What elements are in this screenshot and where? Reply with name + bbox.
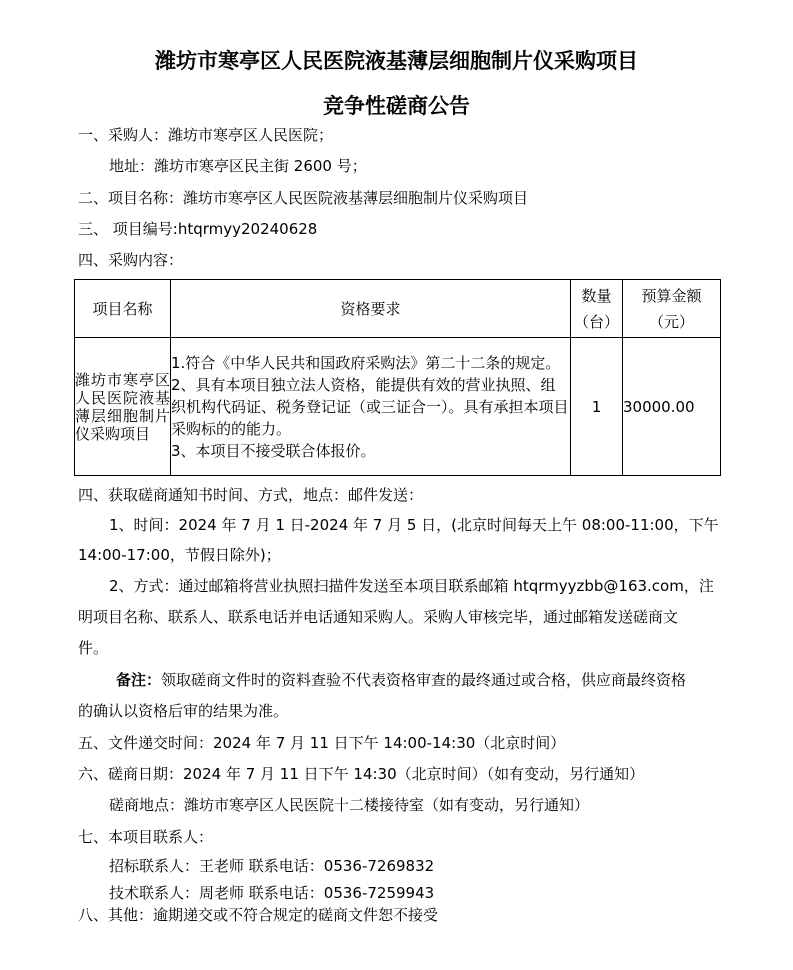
header-budget bbox=[623, 280, 721, 338]
requirement-3: 3、本项目不接受联合体报价。 bbox=[171, 441, 376, 460]
header-quantity-line1: 数量 bbox=[581, 286, 612, 305]
cell-quantity: 1 bbox=[571, 338, 623, 476]
cell-project-name: 潍坊市寒亭区人民医院液基薄层细胞制片仪采购项目 bbox=[75, 338, 171, 476]
consult-place: 磋商地点：潍坊市寒亭区人民医院十二楼接待室（如有变动，另行通知） bbox=[109, 796, 590, 814]
obtain-heading: 四、获取磋商通知书时间、方式，地点：邮件发送： bbox=[78, 486, 424, 504]
obtain-method-line1: 2、方式：通过邮箱将营业执照扫描件发送至本项目联系邮箱 htqrmyyzbb@163.com，注 bbox=[109, 577, 714, 595]
header-project-name: 项目名称 bbox=[75, 280, 171, 338]
project-code-line: 三、 项目编号:htqrmyy20240628 bbox=[78, 220, 318, 238]
purchaser-address: 地址：潍坊市寒亭区民主街 2600 号； bbox=[109, 157, 367, 175]
header-budget-line1: 预算金额 bbox=[641, 286, 702, 305]
header-quantity-line2: （台） bbox=[573, 312, 619, 331]
procurement-table bbox=[74, 279, 721, 476]
cell-requirements bbox=[171, 338, 571, 476]
note-line1 bbox=[116, 670, 686, 690]
notice-title-line2: 竞争性磋商公告 bbox=[323, 93, 470, 118]
obtain-time-line1: 1、时间：2024 年 7 月 1 日-2024 年 7 月 5 日，(北京时间每天上午 08:00-11:00，下午 bbox=[109, 516, 719, 534]
header-requirements: 资格要求 bbox=[171, 280, 571, 338]
requirement-2: 2、具有本项目独立法人资格，能提供有效的营业执照、组织机构代码证、税务登记证（或三证合一）。具有承担本项目采购标的的能力。 bbox=[171, 375, 569, 438]
other-line: 八、其他：逾期递交或不符合规定的磋商文件恕不接受 bbox=[78, 906, 439, 924]
consult-date: 六、磋商日期：2024 年 7 月 11 日下午 14:30（北京时间）（如有变动，另行通知） bbox=[78, 765, 645, 783]
note-label: 备注： bbox=[116, 671, 162, 689]
tender-contact: 招标联系人：王老师 联系电话：0536-7269832 bbox=[109, 857, 435, 875]
obtain-time-line2: 14:00-17:00，节假日除外)； bbox=[78, 546, 281, 564]
note-text: 领取磋商文件时的资料查验不代表资格审查的最终通过或合格，供应商最终资格 bbox=[161, 671, 687, 689]
obtain-method-line3: 件。 bbox=[78, 639, 109, 657]
project-name-line: 二、项目名称：潍坊市寒亭区人民医院液基薄层细胞制片仪采购项目 bbox=[78, 189, 529, 207]
cell-budget: 30000.00 bbox=[623, 338, 721, 476]
purchaser-line: 一、采购人：潍坊市寒亭区人民医院； bbox=[78, 126, 334, 144]
table-row bbox=[75, 338, 721, 476]
header-budget-line2: （元） bbox=[648, 312, 694, 331]
submission-time: 五、文件递交时间：2024 年 7 月 11 日下午 14:00-14:30（北京时间） bbox=[78, 734, 566, 752]
tech-contact: 技术联系人：周老师 联系电话：0536-7259943 bbox=[109, 884, 435, 902]
content-heading: 四、采购内容： bbox=[78, 251, 184, 269]
notice-title-line1: 潍坊市寒亭区人民医院液基薄层细胞制片仪采购项目 bbox=[155, 48, 638, 73]
obtain-method-line2: 明项目名称、联系人、联系电话并电话通知采购人。采购人审核完毕，通过邮箱发送磋商文 bbox=[78, 608, 679, 626]
table-header-row bbox=[75, 280, 721, 338]
contacts-heading: 七、本项目联系人： bbox=[78, 828, 214, 846]
note-line2: 的确认以资格后审的结果为准。 bbox=[78, 702, 289, 720]
requirement-1: 1.符合《中华人民共和国政府采购法》第二十二条的规定。 bbox=[171, 353, 561, 372]
header-quantity bbox=[571, 280, 623, 338]
